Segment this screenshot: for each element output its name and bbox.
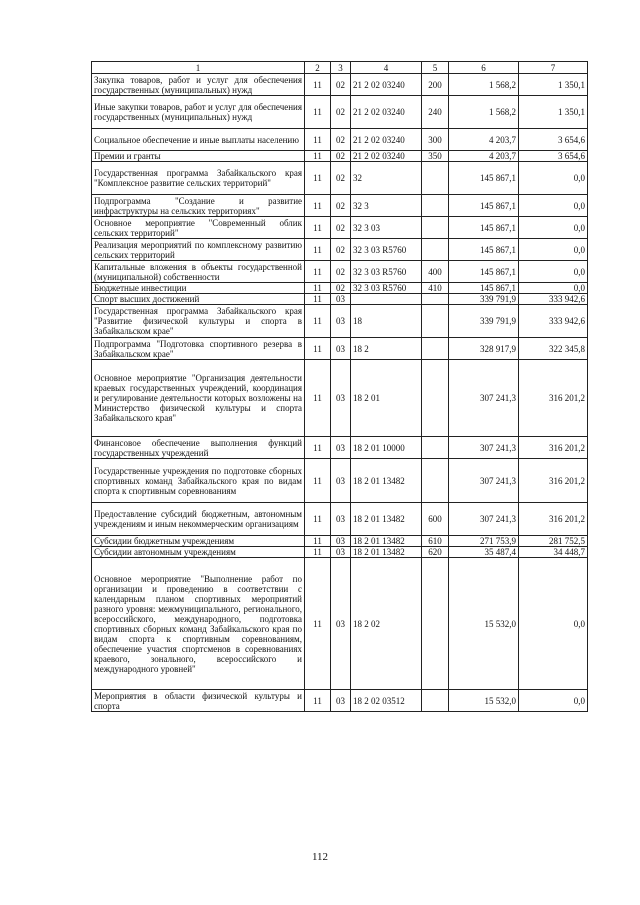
- row-section: 11: [305, 294, 331, 305]
- row-target-article: 32 3: [351, 195, 422, 217]
- row-expense-type: 350: [422, 151, 449, 162]
- row-subsection: 02: [331, 261, 351, 283]
- table-row: [92, 283, 588, 294]
- row-amount-col7: 0,0: [519, 283, 588, 294]
- row-target-article: 21 2 02 03240: [351, 129, 422, 151]
- row-expense-type: 610: [422, 536, 449, 547]
- row-subsection: 03: [331, 294, 351, 305]
- table-row: [92, 151, 588, 162]
- row-section: 11: [305, 162, 331, 195]
- header-cell-1: 1: [92, 62, 305, 74]
- row-name: Социальное обеспечение и иные выплаты населению: [92, 129, 305, 151]
- row-amount-col6: 145 867,1: [449, 239, 519, 261]
- row-subsection: 02: [331, 217, 351, 239]
- row-target-article: [351, 294, 422, 305]
- row-amount-col7: 0,0: [519, 239, 588, 261]
- row-subsection: 02: [331, 129, 351, 151]
- table-row: [92, 558, 588, 690]
- row-amount-col7: 3 654,6: [519, 151, 588, 162]
- row-subsection: 02: [331, 151, 351, 162]
- row-amount-col7: 333 942,6: [519, 305, 588, 338]
- row-name: Государственные учреждения по подготовке сборных спортивных команд Забайкальского края по видам спорта к спортивным соревнованиям: [92, 459, 305, 503]
- row-subsection: 03: [331, 536, 351, 547]
- row-section: 11: [305, 195, 331, 217]
- row-amount-col7: 1 350,1: [519, 74, 588, 96]
- row-amount-col6: 145 867,1: [449, 162, 519, 195]
- row-subsection: 03: [331, 547, 351, 558]
- row-name: Основное мероприятие "Современный облик сельских территорий": [92, 217, 305, 239]
- row-section: 11: [305, 129, 331, 151]
- row-section: 11: [305, 459, 331, 503]
- row-amount-col6: 307 241,3: [449, 503, 519, 536]
- row-section: 11: [305, 96, 331, 129]
- table-row: [92, 547, 588, 558]
- row-amount-col6: 271 753,9: [449, 536, 519, 547]
- row-name: Иные закупки товаров, работ и услуг для обеспечения государственных (муниципальных) нужд: [92, 96, 305, 129]
- row-subsection: 03: [331, 690, 351, 712]
- row-section: 11: [305, 536, 331, 547]
- row-amount-col6: 1 568,2: [449, 74, 519, 96]
- row-subsection: 03: [331, 503, 351, 536]
- table-row: [92, 305, 588, 338]
- budget-table: [91, 61, 588, 712]
- row-amount-col7: 0,0: [519, 558, 588, 690]
- row-amount-col7: 281 752,5: [519, 536, 588, 547]
- row-amount-col7: 0,0: [519, 690, 588, 712]
- row-expense-type: [422, 338, 449, 360]
- row-section: 11: [305, 74, 331, 96]
- table-row: [92, 74, 588, 96]
- row-name: Закупка товаров, работ и услуг для обеспечения государственных (муниципальных) нужд: [92, 74, 305, 96]
- row-target-article: 32 3 03 R5760: [351, 283, 422, 294]
- row-amount-col7: 316 201,2: [519, 503, 588, 536]
- row-amount-col6: 145 867,1: [449, 261, 519, 283]
- row-name: Государственная программа Забайкальского края "Развитие физической культуры и спорта в Забайкальском крае": [92, 305, 305, 338]
- row-subsection: 03: [331, 437, 351, 459]
- row-amount-col6: 145 867,1: [449, 217, 519, 239]
- row-expense-type: [422, 305, 449, 338]
- row-name: Финансовое обеспечение выполнения функций государственных учреждений: [92, 437, 305, 459]
- row-name: Государственная программа Забайкальского края "Комплексное развитие сельских территорий": [92, 162, 305, 195]
- table-row: [92, 503, 588, 536]
- row-target-article: 18 2 02: [351, 558, 422, 690]
- row-target-article: 18 2 01 10000: [351, 437, 422, 459]
- row-amount-col6: 145 867,1: [449, 283, 519, 294]
- row-target-article: 18 2 01 13482: [351, 503, 422, 536]
- row-target-article: 18 2 01 13482: [351, 536, 422, 547]
- row-expense-type: [422, 195, 449, 217]
- header-cell-7: 7: [519, 62, 588, 74]
- row-amount-col6: 4 203,7: [449, 129, 519, 151]
- row-subsection: 02: [331, 195, 351, 217]
- header-cell-3: 3: [331, 62, 351, 74]
- row-expense-type: 200: [422, 74, 449, 96]
- row-target-article: 21 2 02 03240: [351, 74, 422, 96]
- row-section: 11: [305, 283, 331, 294]
- row-name: Субсидии бюджетным учреждениям: [92, 536, 305, 547]
- table-row: [92, 261, 588, 283]
- row-target-article: 32 3 03 R5760: [351, 261, 422, 283]
- row-amount-col7: 316 201,2: [519, 360, 588, 437]
- header-row: [92, 62, 588, 74]
- header-cell-2: 2: [305, 62, 331, 74]
- table-row: [92, 217, 588, 239]
- row-expense-type: [422, 360, 449, 437]
- row-amount-col6: 307 241,3: [449, 360, 519, 437]
- row-expense-type: 240: [422, 96, 449, 129]
- row-expense-type: [422, 162, 449, 195]
- header-cell-4: 4: [351, 62, 422, 74]
- row-target-article: 21 2 02 03240: [351, 151, 422, 162]
- row-target-article: 18 2: [351, 338, 422, 360]
- row-name: Мероприятия в области физической культуры и спорта: [92, 690, 305, 712]
- header-cell-5: 5: [422, 62, 449, 74]
- table-row: [92, 459, 588, 503]
- row-amount-col7: 0,0: [519, 217, 588, 239]
- row-amount-col6: 15 532,0: [449, 558, 519, 690]
- row-target-article: 18 2 02 03512: [351, 690, 422, 712]
- row-expense-type: 410: [422, 283, 449, 294]
- table-row: [92, 437, 588, 459]
- table-row: [92, 360, 588, 437]
- row-name: Бюджетные инвестиции: [92, 283, 305, 294]
- row-subsection: 03: [331, 338, 351, 360]
- row-amount-col7: 0,0: [519, 195, 588, 217]
- row-amount-col6: 35 487,4: [449, 547, 519, 558]
- row-amount-col6: 328 917,9: [449, 338, 519, 360]
- row-section: 11: [305, 305, 331, 338]
- row-subsection: 02: [331, 162, 351, 195]
- row-section: 11: [305, 261, 331, 283]
- table-row: [92, 536, 588, 547]
- row-amount-col7: 0,0: [519, 162, 588, 195]
- row-name: Подпрограмма "Подготовка спортивного резерва в Забайкальском крае": [92, 338, 305, 360]
- row-amount-col7: 322 345,8: [519, 338, 588, 360]
- row-name: Реализация мероприятий по комплексному развитию сельских территорий: [92, 239, 305, 261]
- header-cell-6: 6: [449, 62, 519, 74]
- row-target-article: 18 2 01 13482: [351, 459, 422, 503]
- row-expense-type: [422, 690, 449, 712]
- row-amount-col7: 316 201,2: [519, 437, 588, 459]
- row-amount-col6: 339 791,9: [449, 305, 519, 338]
- row-name: Спорт высших достижений: [92, 294, 305, 305]
- row-subsection: 02: [331, 74, 351, 96]
- row-name: Предоставление субсидий бюджетным, автономным учреждениям и иным некоммерческим организациям: [92, 503, 305, 536]
- row-amount-col7: 3 654,6: [519, 129, 588, 151]
- row-section: 11: [305, 558, 331, 690]
- table-row: [92, 96, 588, 129]
- table-row: [92, 294, 588, 305]
- row-expense-type: 600: [422, 503, 449, 536]
- row-subsection: 03: [331, 558, 351, 690]
- row-name: Основное мероприятие "Организация деятельности краевых государственных учреждений, координация и регулирование деятельности которых возложены на Министерство физической культуры и спорта Забайкальского края": [92, 360, 305, 437]
- row-amount-col7: 333 942,6: [519, 294, 588, 305]
- row-expense-type: [422, 239, 449, 261]
- row-section: 11: [305, 503, 331, 536]
- row-section: 11: [305, 217, 331, 239]
- row-amount-col6: 307 241,3: [449, 459, 519, 503]
- row-target-article: 18 2 01: [351, 360, 422, 437]
- row-section: 11: [305, 338, 331, 360]
- row-subsection: 03: [331, 305, 351, 338]
- table-row: [92, 129, 588, 151]
- row-amount-col6: 145 867,1: [449, 195, 519, 217]
- row-amount-col6: 4 203,7: [449, 151, 519, 162]
- row-expense-type: 400: [422, 261, 449, 283]
- row-expense-type: [422, 459, 449, 503]
- row-section: 11: [305, 239, 331, 261]
- row-amount-col7: 0,0: [519, 261, 588, 283]
- row-target-article: 18 2 01 13482: [351, 547, 422, 558]
- row-name: Капитальные вложения в объекты государственной (муниципальной) собственности: [92, 261, 305, 283]
- row-target-article: 32 3 03: [351, 217, 422, 239]
- table-row: [92, 690, 588, 712]
- row-expense-type: [422, 558, 449, 690]
- row-expense-type: [422, 217, 449, 239]
- row-subsection: 03: [331, 360, 351, 437]
- row-subsection: 02: [331, 239, 351, 261]
- row-amount-col7: 34 448,7: [519, 547, 588, 558]
- row-expense-type: 300: [422, 129, 449, 151]
- row-section: 11: [305, 690, 331, 712]
- row-amount-col7: 1 350,1: [519, 96, 588, 129]
- row-name: Основное мероприятие "Выполнение работ по организации и проведению в соответствии с календарным планом спортивных мероприятий разного уровня: межмуниципального, регионального, всероссийского, международного, подготовка спортивных сборных команд Забайкальского края по видам спорта к спортивным соревнованиям, обеспечение участия спортсменов в соревнованиях краевого, зонального, всероссийского и международного уровней": [92, 558, 305, 690]
- table-row: [92, 195, 588, 217]
- row-expense-type: [422, 294, 449, 305]
- row-target-article: 32: [351, 162, 422, 195]
- table-row: [92, 338, 588, 360]
- row-amount-col6: 15 532,0: [449, 690, 519, 712]
- row-expense-type: 620: [422, 547, 449, 558]
- row-name: Подпрограмма "Создание и развитие инфраструктуры на сельских территориях": [92, 195, 305, 217]
- row-name: Премии и гранты: [92, 151, 305, 162]
- row-target-article: 18: [351, 305, 422, 338]
- row-section: 11: [305, 547, 331, 558]
- row-amount-col6: 339 791,9: [449, 294, 519, 305]
- row-subsection: 02: [331, 96, 351, 129]
- row-section: 11: [305, 360, 331, 437]
- row-amount-col7: 316 201,2: [519, 459, 588, 503]
- row-subsection: 02: [331, 283, 351, 294]
- row-section: 11: [305, 151, 331, 162]
- table-row: [92, 239, 588, 261]
- row-name: Субсидии автономным учреждениям: [92, 547, 305, 558]
- row-subsection: 03: [331, 459, 351, 503]
- table-row: [92, 162, 588, 195]
- row-target-article: 32 3 03 R5760: [351, 239, 422, 261]
- row-amount-col6: 307 241,3: [449, 437, 519, 459]
- page-number: 112: [311, 851, 329, 863]
- row-target-article: 21 2 02 03240: [351, 96, 422, 129]
- row-expense-type: [422, 437, 449, 459]
- row-section: 11: [305, 437, 331, 459]
- row-amount-col6: 1 568,2: [449, 96, 519, 129]
